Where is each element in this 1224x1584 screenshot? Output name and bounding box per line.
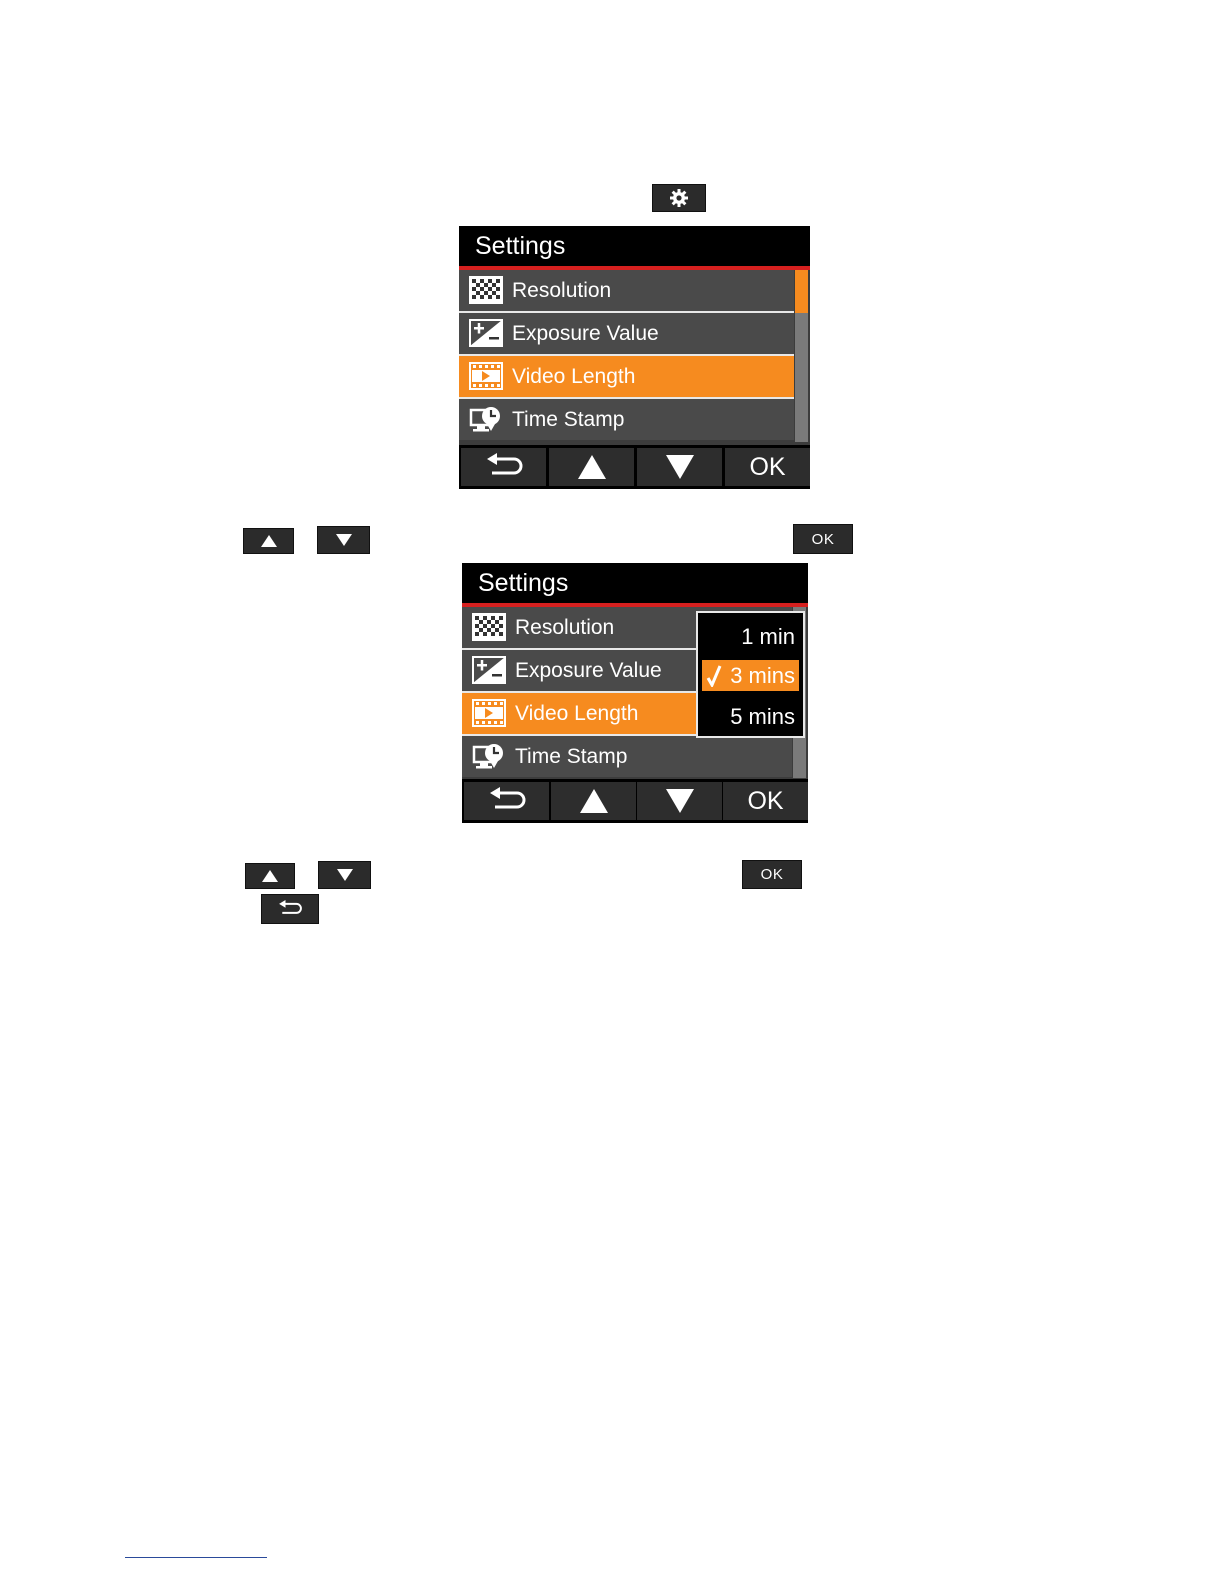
down-arrow-icon (336, 534, 352, 546)
menu-item-label: Resolution (512, 279, 612, 302)
back-icon (484, 453, 524, 481)
back-button[interactable] (464, 782, 549, 820)
video-icon (469, 362, 503, 390)
bottom-nav-bar (462, 779, 808, 823)
ok-button[interactable] (725, 448, 810, 486)
ok-label: OK (747, 786, 784, 815)
ok-button[interactable] (723, 782, 808, 820)
option-5-mins[interactable] (702, 701, 799, 732)
bottom-nav-bar (459, 445, 810, 489)
up-arrow-icon (261, 535, 277, 547)
screen-title-bar (459, 226, 810, 270)
menu-item-video-length[interactable] (459, 356, 794, 399)
option-3-mins[interactable] (702, 660, 799, 691)
down-arrow-icon (665, 788, 695, 814)
timestamp-icon (472, 742, 506, 770)
back-icon (487, 787, 527, 815)
exposure-icon (472, 656, 506, 684)
option-label: 1 min (741, 624, 795, 649)
gear-icon (669, 188, 689, 208)
back-key (261, 894, 319, 924)
menu-item-time-stamp[interactable] (462, 736, 792, 777)
up-arrow-icon (262, 870, 278, 882)
menu-item-label: Exposure Value (512, 322, 659, 345)
up-key (245, 863, 295, 889)
screen-title: Settings (478, 569, 569, 597)
footnote-separator (125, 1557, 267, 1558)
screen-title: Settings (475, 232, 566, 260)
menu-item-label: Time Stamp (515, 745, 628, 768)
ok-key (793, 524, 853, 554)
down-arrow-icon (337, 869, 353, 881)
down-button[interactable] (637, 448, 722, 486)
menu-item-label: Exposure Value (515, 659, 662, 682)
settings-screen-1 (459, 226, 810, 489)
ok-key-label: OK (760, 866, 784, 883)
ok-label: OK (749, 452, 786, 481)
up-button[interactable] (551, 782, 636, 820)
resolution-icon (472, 613, 506, 641)
video-length-popup (696, 611, 805, 738)
menu-item-exposure-value[interactable] (459, 313, 794, 356)
settings-key (652, 184, 706, 212)
scrollbar-thumb[interactable] (795, 270, 808, 313)
menu-item-label: Resolution (515, 616, 615, 639)
ok-key-label: OK (811, 530, 835, 548)
timestamp-icon (469, 405, 503, 433)
up-button[interactable] (549, 448, 634, 486)
menu-item-label: Video Length (512, 365, 636, 388)
settings-screen-2 (462, 563, 808, 823)
up-key (243, 528, 294, 554)
option-1-min[interactable] (702, 621, 799, 652)
option-label: 3 mins (730, 663, 795, 688)
up-arrow-icon (579, 788, 609, 814)
down-arrow-icon (665, 454, 695, 480)
down-button[interactable] (637, 782, 722, 820)
down-key (318, 861, 371, 889)
option-label: 5 mins (730, 704, 795, 729)
check-icon (706, 665, 722, 687)
menu-item-label: Video Length (515, 702, 639, 725)
resolution-icon (469, 276, 503, 304)
menu-item-label: Time Stamp (512, 408, 625, 431)
menu-item-time-stamp[interactable] (459, 399, 794, 440)
up-arrow-icon (577, 454, 607, 480)
back-icon (276, 900, 304, 918)
screen-title-bar (462, 563, 808, 607)
back-button[interactable] (461, 448, 546, 486)
down-key (317, 526, 370, 554)
exposure-icon (469, 319, 503, 347)
ok-key (742, 860, 802, 889)
menu-item-resolution[interactable] (459, 270, 794, 313)
video-icon (472, 699, 506, 727)
